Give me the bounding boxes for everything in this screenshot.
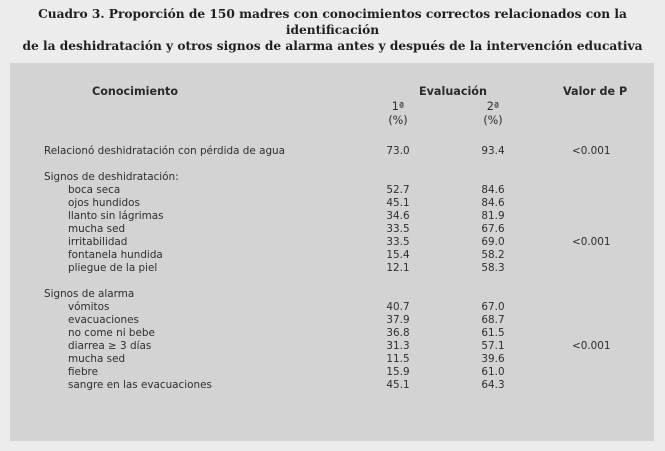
table-title-line-2: de la deshidratación y otros signos de alarma antes y después de la intervención educativa (22, 39, 643, 53)
header-first-eval: 1ª (391, 100, 405, 113)
row-value-second: 58.2 (481, 249, 505, 261)
row-value-second: 68.7 (481, 314, 505, 326)
row-label: sangre en las evacuaciones (68, 379, 212, 391)
row-value-second: 67.6 (481, 223, 505, 235)
table-title-line-1: Cuadro 3. Proporción de 150 madres con conocimientos correctos relacionados con la identificación (38, 7, 627, 37)
row-label: mucha sed (68, 223, 126, 235)
row-p-value: <0.001 (572, 340, 611, 352)
row-value-first: 45.1 (386, 379, 410, 391)
header-first-pct: (%) (388, 114, 408, 127)
row-value-second: 84.6 (481, 184, 505, 196)
row-value-first: 37.9 (386, 314, 410, 326)
row-p-value: <0.001 (572, 145, 611, 157)
row-value-first: 45.1 (386, 197, 410, 209)
row-value-first: 34.6 (386, 210, 410, 222)
header-second-eval: 2ª (486, 100, 500, 113)
header-second-pct: (%) (483, 114, 503, 127)
row-value-first: 73.0 (386, 145, 410, 157)
row-value-second: 67.0 (481, 301, 505, 313)
row-label: Signos de deshidratación: (44, 171, 179, 183)
row-value-second: 93.4 (481, 145, 505, 157)
header-valor-p: Valor de P (563, 85, 628, 98)
row-label: boca seca (68, 184, 121, 196)
row-value-second: 64.3 (481, 379, 505, 391)
row-label: ojos hundidos (68, 197, 140, 209)
row-label: irritabilidad (68, 236, 128, 248)
table-title (0, 6, 665, 54)
row-label: fontanela hundida (68, 249, 163, 261)
row-label: evacuaciones (68, 314, 139, 326)
row-value-second: 58.3 (481, 262, 505, 274)
row-value-first: 11.5 (386, 353, 410, 365)
row-label: vómitos (68, 301, 110, 313)
row-value-second: 81.9 (481, 210, 505, 222)
row-label: llanto sin lágrimas (68, 210, 164, 222)
row-label: Relacionó deshidratación con pérdida de agua (44, 145, 285, 157)
row-value-first: 15.4 (386, 249, 410, 261)
row-value-first: 40.7 (386, 301, 410, 313)
row-value-first: 31.3 (386, 340, 410, 352)
row-value-second: 39.6 (481, 353, 505, 365)
row-value-second: 69.0 (481, 236, 505, 248)
row-value-second: 61.0 (481, 366, 505, 378)
row-label: fiebre (68, 366, 98, 378)
row-label: mucha sed (68, 353, 126, 365)
row-value-second: 61.5 (481, 327, 505, 339)
row-p-value: <0.001 (572, 236, 611, 248)
row-value-first: 15.9 (386, 366, 410, 378)
row-value-first: 12.1 (386, 262, 410, 274)
row-label: Signos de alarma (44, 288, 135, 300)
row-label: diarrea ≥ 3 días (68, 340, 152, 352)
row-value-first: 33.5 (386, 223, 410, 235)
row-value-first: 36.8 (386, 327, 410, 339)
row-label: no come ni bebe (68, 327, 155, 339)
table-panel (10, 63, 654, 441)
header-evaluacion: Evaluación (419, 85, 487, 98)
row-value-first: 33.5 (386, 236, 410, 248)
row-value-first: 52.7 (386, 184, 410, 196)
row-value-second: 84.6 (481, 197, 505, 209)
row-label: pliegue de la piel (68, 262, 158, 274)
row-value-second: 57.1 (481, 340, 505, 352)
header-conocimiento: Conocimiento (92, 85, 179, 98)
